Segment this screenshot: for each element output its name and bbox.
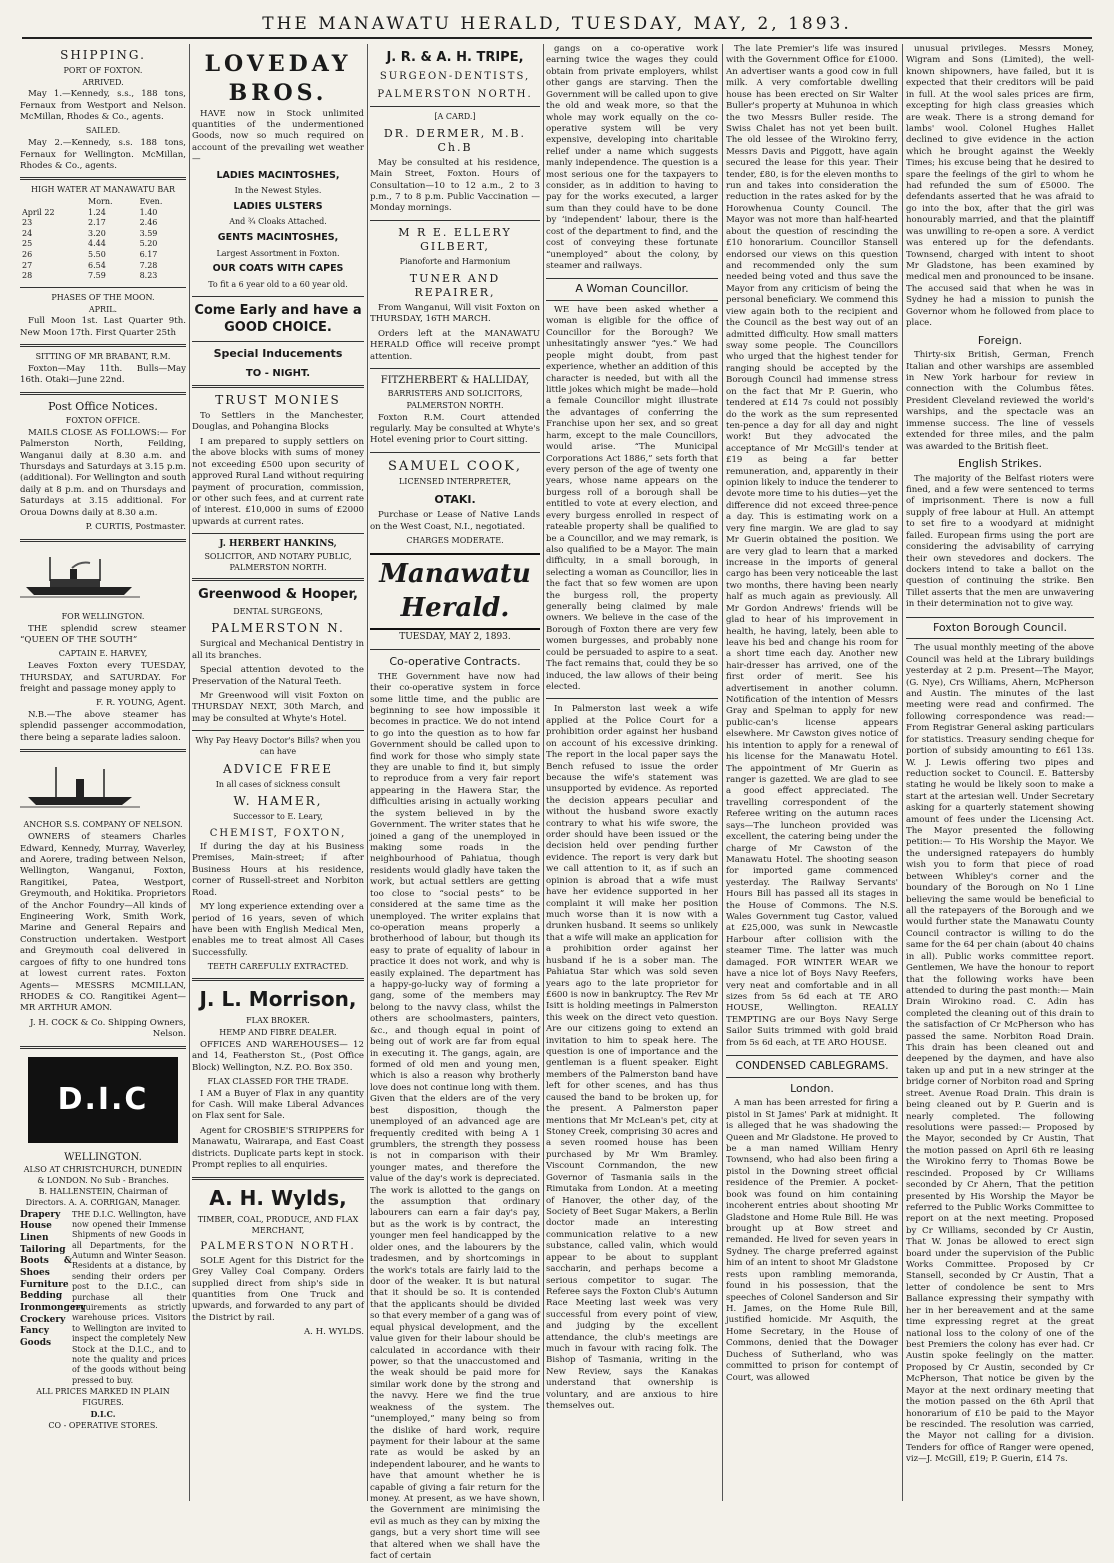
foreign-heading: Foreign. bbox=[977, 333, 1023, 347]
moon-heading: PHASES OF THE MOON. bbox=[51, 292, 155, 302]
flax-broker: FLAX BROKER. bbox=[246, 1016, 310, 1026]
table-cell: Even. bbox=[139, 196, 163, 206]
moon-text: Full Moon 1st. Last Quarter 9th. New Moon 17th. First Quarter 25th bbox=[20, 316, 186, 338]
divider bbox=[192, 533, 364, 534]
column-rule bbox=[722, 44, 723, 1501]
divider bbox=[546, 698, 718, 699]
news-notes: The late Premier's life was insured with the Government Office for £1000. An advertiser wants a good cow in full milk. A very comfortable dwelling house has been erected on Sir Walter Buller's property at Muhunoa in which the two Messrs Buller reside. The Swiss Chalet has not yet been built. The old lessee of the Wirokino ferry, Messrs Davis and Piggott, have again secured the lease for this year. Their tender, £80, is for the eleven months to run and takes into consideration the reduction in the rates asked for by the Horowhenua County Council. The Mayor was not more than half-hearted about the question of rescinding the £10 honorarium. Councillor Stansell endorsed our views on this question and recommended only the sum needed being voted and thus save the Mayor from any criticism of being the personal beneficiary. We commend this view again both to the recipient and the Council as the best way out of an admitted difficulty. How small matters sway some people. The Councillors who urged that the highest tender for ranging should be accepted by the Borough Council had immense stress on the fact that Mr P. Guerin, who tendered at £14 7s could not possibly do the work as the sum represented ten-pence a day for all day and night work! But they advocated the acceptance of Mr McGill's tender at £19 as being a far better remuneration, and, apparently in their opinion likely to induce the tenderer to devote more time to his duties—yet the difference did not exceed three-pence a day. This is estimating work on a very fine margin. We are glad to say Mr Guerin obtained the position. We are very glad to learn that a marked increase in the imports of general cargo has been very noticeable the last two months, there having been nearly half as much again as previously. All Mr Gordon Andrews' friends will be glad to hear of his improvement in health, he having, lately, been able to leave his bed and change his room for a short time each day. Another new hair-dresser has arrived, one of the first order of merit. See his advertisement in another column. Notification of the intention of Messrs Gray and Spelman to apply for new public-can's license appears elsewhere. Mr Cawston gives notice of his intention to apply for a renewal of his license for the Manawatu Hotel. The appointment of Mr Guerin as ranger is gazetted. We are glad to see a good effect appreciated. The travelling correspondent of the Referee writing on the autumn races says—The luncheon provided was excellent, the catering being under the charge of Mr Cawston of the Manawatu Hotel. The shooting season for imported game commenced yesterday. The Railway Servants' Hours Bill has passed all its stages in the House of Commons. The N.S. Wales Government tug Castor, valued at £25,000, was sunk in Newcastle Harbour after collision with the steamer Time. The latter was much damaged. FOR WINTER WEAR we have a nice lot of Boys Navy Reefers, very neat and comfortable and in all sizes from 5s 6d each at TE ARO HOUSE, Wellington. REALLY TEMPTING are our Boys Navy Serge Sailor Suits trimmed with gold braid from 5s 6d each, at TE ARO HOUSE. bbox=[726, 44, 898, 1048]
agent-sign: F. R. YOUNG, Agent. bbox=[95, 698, 186, 709]
london-text: A man has been arrested for firing a pistol in St James' Park at midnight. It is alleged that he was shadowing the Queen and Mr Gladstone. He proved to be a man named William Henry Townsend, who had also been firing a pistol in the Downing street official residence of the Premier. A pocket-book was found on him containing incoherent entries about shooting Mr Gladstone and Home Rule Bill. He was brought up at Bow street and remanded. He lived for seven years in Sydney. The charge preferred against him of an intent to shoot Mr Gladstone rests upon rambling memoranda, found in his possession, that the speeches of Colonel Sanderson and Sir H. James, on the Home Rule Bill, justified homicide. Mr Asquith, the Home Secretary, in the House of Commons, denied that the Dowager Duchess of Sutherland, who was committed to prison for contempt of Court, was allowed bbox=[726, 1098, 898, 1383]
charges-label: CHARGES MODERATE. bbox=[406, 536, 504, 546]
steamship-icon bbox=[20, 555, 140, 599]
steamer-text: THE splendid screw steamer “QUEEN OF THE SOUTH” bbox=[20, 623, 186, 646]
dermer-name: DR. DERMER, M.B. Ch.B bbox=[383, 126, 527, 155]
column-rule bbox=[902, 44, 903, 1501]
table-cell: 2.46 bbox=[139, 218, 158, 228]
newspaper-nameplate: Manawatu Herald. bbox=[370, 553, 540, 630]
coop-text: THE Government have now had their co-operative system in force some little time, and the public are beginning to see how impossible it becomes in practice. We do not intend to go into the question as to how far Government should be called upon to find work for those who simply state they are unable to find it, but simply to reproduce from a very fair report appearing in the Hawera Star, the difficulties arising in actually working the system believed in by the Government. The writer states that he joined a gang of the unemployed in making some roads in the neighbourhood of Pahiatua, though residents would gladly have taken the work, but actual settlers are getting too close to “social pests” to be considered at the same time as the unemployed. The writer explains that co-operation means properly a brotherhood of labour, but though its easy to prate of equality of labour in practice it does not work, and why is easily explained. The department has a happy-go-lucky way of forming a gang, some of the members may belong to the navvy class, whilst the others are schoolmasters, painters, &c., and though equal in point of being out of work are far from equal in executing it. The gangs, again, are formed of old men and young men, which is also a reason why brotherly love does not continue long with them. Given that the elders are of the very best disposition, though the unemployed of an advanced age are frequently credited with being A 1 grumblers, the strength they possess is not in comparison with their younger mates, and therefore the value of the day's work is depreciated. The work is allotted to the gangs on the assumption that ordinary labourers can earn a fair day's pay, but as the work is by contract, the younger men feel handicapped by the older ones, and the labourers by the tradesmen, and by shortcomings in the work's totals are fairly laid to the door of the weaker. It is but natural that it should be so. It is contended that the applicants should be divided so that every member of a gang was of equal physical development, and the value given for their labour should be calculated in accordance with their power, so that the unaccustomed and the weak should be paid more for similar work done by the strong and the navvy. Here we find the true weakness of the system. The “unemployed,” many being so from the dislike of hard work, require payment for their labour at the same rate as would be asked by an independent labourer, and he wants to have that amount whether he is capable of giving a fair return for the money. At present, as we have shown, the Government are minimising the evil as much as they can by mixing the gangs, but a very short time will see that altered when we shall have the fact of certain bbox=[370, 671, 540, 1562]
captain-name: CAPTAIN E. HARVEY, bbox=[58, 649, 148, 659]
table-row bbox=[20, 271, 186, 282]
sitting-heading: SITTING OF MR BRABANT, R.M. bbox=[35, 352, 171, 362]
table-cell bbox=[20, 197, 86, 208]
column-4 bbox=[546, 44, 718, 1503]
shipping-heading: SHIPPING. bbox=[60, 48, 146, 62]
moon-month: APRIL. bbox=[88, 304, 118, 314]
dic-footer-3: CO - OPERATIVE STORES. bbox=[48, 1421, 158, 1431]
tripe-sub: SURGEON-DENTISTS, bbox=[379, 71, 531, 83]
list-item: Ironmongery bbox=[20, 1303, 86, 1313]
post-office-heading: Post Office Notices. bbox=[48, 399, 158, 413]
hamer-sub: Successor to E. Leary, bbox=[233, 812, 323, 822]
trust-monies-heading: TRUST MONIES bbox=[215, 393, 341, 408]
table-row bbox=[20, 218, 186, 229]
tripe-title: J. R. & A. H. TRIPE, bbox=[386, 50, 524, 65]
trust-text: To Settlers in the Manchester, Douglas, and Pohangina Blocks bbox=[192, 411, 364, 433]
trust-text-2: I am prepared to supply settlers on the above blocks with sums of money not exceeding £500 upon security of approved Rural Land without requiring payment of procuration, commission, or other such fees, and at current rate of interest. £10,000 in sums of £2000 upwards at current rates. bbox=[192, 436, 364, 527]
fitz-text: Foxton R.M. Court attended regularly. May be consulted at Whyte's Hotel evening prior to Court sitting. bbox=[370, 412, 540, 446]
for-wellington-heading: FOR WELLINGTON. bbox=[61, 612, 145, 622]
hamer-name: W. HAMER, bbox=[233, 794, 323, 809]
sailed-text: May 2.—Kennedy, s.s. 188 tons, Fernaux for Wellington. McMillan, Rhodes & Co., agents. bbox=[20, 138, 186, 171]
divider bbox=[370, 649, 540, 650]
hamer-text: If during the day at his Business Premises, Main-street; if after Business Hours at his residence, corner of Russell-street and Norbiton Road. bbox=[192, 842, 364, 898]
table-cell: 2.17 bbox=[88, 218, 106, 228]
divider bbox=[192, 1177, 364, 1180]
column-rule bbox=[189, 44, 190, 1501]
divider bbox=[192, 341, 364, 342]
loveday-title: LOVEDAY bbox=[204, 51, 352, 77]
ad-line: In the Newest Styles. bbox=[234, 186, 322, 196]
table-cell: 25 bbox=[22, 239, 33, 249]
dic-names: B. HALLENSTEIN, Chairman of Directors. A. A. CORRIGAN, Manager. bbox=[25, 1187, 181, 1207]
column-3 bbox=[370, 44, 540, 1562]
divider bbox=[370, 106, 540, 107]
special-inducements: Special Inducements bbox=[213, 347, 343, 361]
post-office-sub: FOXTON OFFICE. bbox=[65, 416, 141, 426]
why-pay: Why Pay Heavy Doctor's Bills? when you can have bbox=[195, 736, 361, 756]
come-early-heading: Come Early and have a GOOD CHOICE. bbox=[194, 302, 362, 335]
greenwood-hooper-title: Greenwood & Hooper, bbox=[198, 587, 358, 603]
ad-line: LADIES MACINTOSHES, bbox=[216, 169, 340, 181]
table-cell: Morn. bbox=[88, 196, 113, 206]
cook-text: Purchase or Lease of Native Lands on the West Coast, N.I., negotiated. bbox=[370, 510, 540, 532]
strikes-text: The majority of the Belfast rioters were fined, and a few were sentenced to terms of imprisonment. There is now a full supply of free labour at Hull. An attempt to set fire to a woodyard at midnight failed. European firms using the port are considering the advisability of carrying their own stevedores and dockers. The dockers intend to take a ballot on the question of continuing the strike. Ben Tillet asserts that the men are unwavering in their determination not to give way. bbox=[906, 473, 1094, 610]
otaki-label: OTAKI. bbox=[434, 492, 476, 506]
fitz-city: PALMERSTON NORTH. bbox=[406, 401, 504, 411]
list-item: Fancy Goods bbox=[20, 1326, 52, 1349]
chemist-label: CHEMIST, FOXTON, bbox=[209, 827, 347, 839]
teeth-label: TEETH CAREFULLY EXTRACTED. bbox=[207, 962, 349, 972]
table-cell: 28 bbox=[22, 271, 33, 281]
morrison-text: I AM a Buyer of Flax in any quantity for Cash. Will make Liberal Advances on Flax sent for Sale. bbox=[192, 1088, 364, 1122]
anchor-heading: ANCHOR S.S. COMPANY OF NELSON. bbox=[23, 820, 183, 830]
cook-sub: LICENSED INTERPRETER, bbox=[398, 477, 512, 487]
divider bbox=[20, 392, 186, 395]
table-row bbox=[20, 229, 186, 240]
london-continued: unusual privileges. Messrs Money, Wigram and Sons (Limited), the well-known shipowners, have failed, but it is expected that their creditors will be paid in full. At the wool sales prices are firm, excepting for high class greasies which are weak. There is a strong demand for lambs' wool. Colonel Hughes Hallet declined to give evidence in the action which he brought against the Weekly Times; his excuse being that he desired to spare the feelings of the girl to whom he had refunded the sum of £5000. The defendants asserted that he was afraid to go into the box, after that the girl was honourably married, and that the plaintiff was unwilling to re-open a sore. A verdict was entered up for the defendants. Townsend, charged with intent to shoot Mr Gladstone, has been examined by medical men and pronounced to be insane. The accused said that when he was in Sydney he had a mission to punish the Governor whom he followed from place to place. bbox=[906, 44, 1094, 329]
table-cell: 1.40 bbox=[139, 207, 158, 217]
column-rule bbox=[543, 44, 544, 1501]
ad-line: OUR COATS WITH CAPES bbox=[212, 263, 344, 275]
gilbert-text: From Wanganui, Will visit Foxton on THURSDAY, 16TH MARCH. bbox=[370, 302, 540, 325]
table-cell: 27 bbox=[22, 260, 33, 270]
dermer-text: May be consulted at his residence, Main Street, Foxton. Hours of Consultation—10 to 12 a.m., 2 to 3 p.m., 7 to 8 p.m. Public Vaccination — Monday mornings. bbox=[370, 157, 540, 214]
advice-text: In all cases of sickness consult bbox=[215, 779, 341, 789]
hankins-name: J. HERBERT HANKINS, bbox=[219, 539, 337, 550]
morrison-text-2: Agent for CROSBIE'S STRIPPERS for Manawatu, Wairarapa, and East Coast districts. Duplicate parts kept in stock. Prompt replies to all enquiries. bbox=[192, 1125, 364, 1171]
list-item: Furniture bbox=[20, 1279, 69, 1290]
hemp-dealer: HEMP AND FIBRE DEALER. bbox=[219, 1028, 337, 1038]
port-subheading: PORT OF FOXTON. bbox=[63, 65, 143, 75]
table-cell: 23 bbox=[22, 218, 33, 228]
sitting-text: Foxton—May 11th. Bulls—May 16th. Otaki—June 22nd. bbox=[20, 363, 186, 386]
table-cell: 8.23 bbox=[139, 271, 158, 281]
table-cell: 3.59 bbox=[139, 228, 158, 238]
dic-also: ALSO AT CHRISTCHURCH, DUNEDIN & LONDON. No Sub - Branches. bbox=[23, 1165, 183, 1185]
table-cell: 24 bbox=[22, 228, 33, 238]
masthead-title: THE MANAWATU HERALD, TUESDAY, MAY, 2, 1893. bbox=[262, 14, 852, 34]
coop-heading: Co-operative Contracts. bbox=[389, 655, 521, 669]
flax-classed: FLAX CLASSED FOR THE TRADE. bbox=[207, 1076, 349, 1086]
gilbert-text-2: Orders left at the MANAWATU HERALD Office will receive prompt attention. bbox=[370, 328, 540, 362]
wylds-sign: A. H. WYLDS. bbox=[303, 1327, 364, 1338]
table-row bbox=[20, 261, 186, 272]
wylds-text: SOLE Agent for this District for the Grey Valley Coal Company. Orders supplied direct from ship's side in quantities from One Truck and upwards, and forwarded to any part of the District by rail. bbox=[192, 1255, 364, 1323]
divider bbox=[370, 368, 540, 369]
divider bbox=[192, 978, 364, 981]
post-office-text: MAILS CLOSE AS FOLLOWS:— For Palmerston North, Feilding, Wanganui daily at 8.30 a.m. and Thursdays and Saturdays at 3.15 p.m. (additional). For Wellington and south daily at 8 p.m. and on Thursdays and Saturdays at 3.15 additional. For Oroua Downs daily at 8.30 a.m. bbox=[20, 427, 186, 518]
table-row bbox=[20, 208, 186, 219]
table-cell: 1.24 bbox=[88, 207, 106, 217]
ad-line: GENTS MACINTOSHES, bbox=[217, 232, 339, 244]
ship-icon bbox=[20, 763, 140, 809]
foreign-text: Thirty-six British, German, French Italian and other warships are assembled in New York harbour for review in connection with the Columbus fêtes. President Cleveland reviewed the world's warships, and the spectacle was an immense success. The line of vessels extended for three miles, and the palm was awarded to the British fleet. bbox=[906, 350, 1094, 452]
council-text: The usual monthly meeting of the above Council was held at the Library buildings yesterday at 2 p.m. Present—The Mayor, (G. Nye), Crs Williams, Ahern, McPherson and Austin. The minutes of the last meeting were read and confirmed. The following correspondence was read:— From Registrar General asking particulars for statistics. Treasury sending cheque for portion of subsidy amounting to £61 13s. W. J. Lewis offering two pipes and reduction socket to Council. E. Battersby stating he would be likely soon to make a start at the artesian well. Under Secretary asking for a quarterly statement showing amount of fees under the Licensing Act. The Mayor presented the following petition:— To His Worship the Mayor. We the undersigned ratepayers do humbly wish you to form that piece of road between Whibley's corner and the boundary of the Borough on No 1 Line believing the same would be beneficial to all the ratepayers of the Borough and we would further state the Manawatu County Council contractor is willing to do the same for the 64 per chain (about 40 chains in all). Public works committee report. Gentlemen, We have the honour to report that the following works have been attended to during the past month:— Main Drain Wirokino road. C. Adin has completed the cleaning out of this drain to the satisfaction of Cr McPherson who has passed the same. Norbiton Road Drain. This drain has been cleaned out and deepened by the daymen, and have also taken up and put in a new stringer at the bridge corner of Norbiton road and Spring street. Avenue Road Drain. This drain is being cleaned out by P. Guerin and is nearly completed. The following resolutions were passed:— Proposed by the Mayor, seconded by Cr Austin, That the motion passed on April 6th re leasing the Wirokino ferry to Thomas Bowe be rescinded. Proposed by Cr Williams seconded by Cr Ahern, That the petition presented by His Worship the Mayor be referred to the Public Works Committee to report on at the next meeting. Proposed by Cr Williams, seconded by Cr Austin, That W. Jonas be allowed to erect sign board under the supervision of the Public Works Committee. Proposed by Cr Stansell, seconded by Cr Austin, That a letter of condolence be sent to Mrs Ballance expressing their sympathy with her in her bereavement and at the same time expressing regret at the great national loss to the colony of one of the best Premiers the colony has ever had. Cr Austin spoke feelingly on the matter. Proposed by Cr Austin, seconded by Cr McPherson, That notice be given by the Mayor at the next ordinary meeting that the motion passed on the 6th April that honorarium of £10 be paid to the Mayor be rescinded. The resolution was carried, the Mayor not calling for a division. Tenders for office of Ranger were opened, viz—J. McGill, £19; P. Guerin, £14 7s. bbox=[906, 643, 1094, 1465]
table-cell: 4.44 bbox=[88, 239, 106, 249]
high-water-heading: HIGH WATER AT MANAWATU BAR bbox=[30, 185, 176, 195]
ad-line: To fit a 6 year old to a 60 year old. bbox=[208, 279, 348, 289]
cablegrams-heading: CONDENSED CABLEGRAMS. bbox=[726, 1055, 898, 1078]
column-rule bbox=[367, 44, 368, 1501]
divider bbox=[20, 749, 186, 752]
divider bbox=[192, 578, 364, 581]
divider bbox=[20, 1046, 186, 1049]
table-cell: 6.17 bbox=[139, 250, 158, 260]
list-item: Drapery bbox=[20, 1209, 61, 1220]
gilbert-sub: Pianoforte and Harmonium bbox=[399, 257, 511, 267]
table-cell: 5.50 bbox=[88, 250, 106, 260]
news-notes: In Palmerston last week a wife applied at the Police Court for a prohibition order against her husband on account of his excessive drinking. The report in the local paper says the Bench refused to issue the order because the wife's statement was unsupported by evidence. As reported the decision appears peculiar and without the husband swore exactly contrary to what his wife swore, the order should have been issued or the decision held over pending further evidence. The report is very dark but we call attention to it, as if such an opinion is abroad that a wife must have her evidence supported in her complaint it will make her position much worse than it is now with a drunken husband. It seems so unlikely that a wife will make an application for a prohibition order against her husband if he is a sober man. The Pahiatua Star which was sold seven years ago to the late proprietor for £600 is now in bankruptcy. The Rev Mr Isitt is holding meetings in Palmerston this week on the direct veto question. Are our citizens going to extend an invitation to him to speak here. The question is one of importance and the gentleman is a fluent speaker. Eight members of the Palmerston band have left for other scenes, and has thus caused the band to be broken up, for the present. A Palmerston paper mentions that Mr McLean's pet, city at Stoney Creek, comprising 30 acres and a seven roomed house has been purchased by Mr Wm Bramley. Viscount Cornmandon, the new Governor of Tasmania sails in the Rimutaka from London. At a meeting of Hanover, the other day, of the Society of Beet Sugar Makers, a Berlin doctor made an interesting communication relative to a new substance, called valin, which would appear to be about to supplant saccharin, and perhaps become a serious competitor to sugar. The Referee says the Foxton Club's Autumn Race Meeting last week was very successful from every point of view, and judging by the excellent attendance, the club's meetings are much in favour with racing folk. The Bishop of Tasmania, writing in the New Review, says the Kanakas understand that ownership is voluntary, and are anxious to hire themselves out. bbox=[546, 704, 718, 1412]
dic-city: WELLINGTON. bbox=[64, 1151, 142, 1163]
gh-city: PALMERSTON N. bbox=[211, 621, 345, 636]
column-6 bbox=[906, 44, 1094, 1503]
advice-free: ADVICE FREE bbox=[222, 761, 334, 776]
list-item: House Linen bbox=[20, 1221, 52, 1243]
fitzherbert-title: FITZHERBERT & HALLIDAY, bbox=[380, 375, 530, 387]
gh-text-2: Special attention devoted to the Preservation of the Natural Teeth. bbox=[192, 665, 364, 687]
council-heading: Foxton Borough Council. bbox=[906, 617, 1094, 640]
list-item: Crockery bbox=[20, 1314, 66, 1325]
table-cell: 26 bbox=[22, 250, 33, 260]
woman-text: WE have been asked whether a woman is eligible for the office of Councillor for the Borough? We unhesitatingly answer “yes.” We had people might doubt, from past experience, whether an addition of this character is needed, but with all the little jokes which might be made—hold a female Councillor might illustrate the advantages of conferring the Franchise upon her sex, and so great harm, except to the male Councillors, would arise. “The Municipal Corporations Act 1886,” sets forth that every person of the age of twenty one years, whose name appears on the burgess roll of a borough shall be entitled to vote at every election, and every burgess enrolled in respect of rateable property shall be qualified to be a Councillor, and we may remark, is also qualified to be a Mayor. The main difficulty, in a small borough, in selecting a woman as Councillor, lies in the fact that so few women are upon the burgess roll, the property generally being claimed by male owners. We believe in the case of the Borough of Foxton there are very few women burgesses, and probably none could be persuaded to aspire to a seat. The fact remains that, could they be so induced, the law allows of their being elected. bbox=[546, 305, 718, 692]
anchor-sign: J. H. COCK & Co. Shipping Owners, Nelson. bbox=[30, 1017, 186, 1040]
divider bbox=[192, 730, 364, 731]
bros-title: BROS. bbox=[228, 80, 328, 107]
tuner-label: TUNER AND REPAIRER, bbox=[409, 271, 501, 300]
table-row bbox=[20, 250, 186, 261]
issue-date: TUESDAY, MAY 2, 1893. bbox=[399, 632, 511, 643]
postmaster-sign: P. CURTIS, Postmaster. bbox=[85, 522, 186, 533]
strikes-heading: English Strikes. bbox=[957, 456, 1043, 470]
ad-line: LADIES ULSTERS bbox=[233, 200, 323, 212]
divider bbox=[370, 452, 540, 453]
list-item: Bedding bbox=[20, 1291, 63, 1302]
table-row bbox=[20, 197, 186, 208]
loveday-text: HAVE now in Stock unlimited quantities of the undermentioned Goods, now so much required on account of the prevailing wet weather— bbox=[192, 108, 364, 165]
table-row bbox=[20, 239, 186, 250]
ad-line: And ¾ Cloaks Attached. bbox=[229, 217, 327, 227]
anchor-text: OWNERS of steamers Charles Edward, Kennedy, Murray, Waverley, and Aorere, trading between Nelson, Wellington, Wanganui, Foxton, Rangitikei, Patea, Westport, Greymouth, and Hokitika. Proprietors of the Anchor Foundry—All kinds of Engineering Work, Smith Work, Marine and General Repairs and Construction undertaken. Westport and Greymouth coal delivered in cargoes of fifty to one hundred tons at lowest current rates. Foxton Agents— MESSRS MCMILLAN, RHODES & CO. Rangitikei Agent— MR ARTHUR AMON. bbox=[20, 832, 186, 1014]
table-cell: 7.59 bbox=[88, 271, 106, 281]
masthead-rule bbox=[22, 37, 1092, 39]
table-cell: 7.28 bbox=[139, 260, 158, 270]
gh-text-3: Mr Greenwood will visit Foxton on THURSDAY NEXT, 30th March, and may be consulted at Whyte's Hotel. bbox=[192, 691, 364, 724]
dic-text: THE D.I.C. Wellington, have now opened their Immense Shipments of new Goods in all Departments, for the Autumn and Winter Season. Residents at a distance, by sending their orders per post to the D.I.C., can purchase all their requirements as strictly warehouse prices. Visitors to Wellington are invited to inspect the completely New Stock at the D.I.C., and to note the quality and prices of the goods without being pressed to buy. bbox=[72, 1209, 186, 1385]
tonight-label: TO - NIGHT. bbox=[245, 367, 311, 379]
hankins-sub: SOLICITOR, AND NOTARY PUBLIC, PALMERSTON NORTH. bbox=[204, 552, 352, 572]
ad-line: Largest Assortment in Foxton. bbox=[216, 248, 340, 258]
dic-footer-2: D.I.C. bbox=[90, 1409, 116, 1420]
table-cell: 5.20 bbox=[139, 239, 158, 249]
sailed-label: SAILED. bbox=[85, 126, 121, 136]
morrison-title: J. L. Morrison, bbox=[199, 986, 357, 1011]
divider bbox=[20, 287, 186, 288]
list-item: Boots & Shoes bbox=[20, 1256, 72, 1278]
divider bbox=[20, 344, 186, 347]
tripe-city: PALMERSTON NORTH. bbox=[377, 88, 533, 100]
high-water-table bbox=[20, 197, 186, 282]
gh-text: Surgical and Mechanical Dentistry in all its branches. bbox=[192, 639, 364, 661]
morrison-address: OFFICES AND WAREHOUSES— 12 and 14, Featherston St., (Post Office Block) Wellington, N.Z. P.O. Box 350. bbox=[192, 1039, 364, 1073]
wylds-sub: TIMBER, COAL, PRODUCE, AND FLAX MERCHANT, bbox=[197, 1215, 359, 1235]
divider bbox=[370, 220, 540, 221]
dic-departments bbox=[20, 1210, 186, 1387]
list-item: Tailoring bbox=[20, 1244, 66, 1255]
divider bbox=[192, 296, 364, 297]
gh-sub: DENTAL SURGEONS, bbox=[233, 606, 323, 616]
table-cell: 3.20 bbox=[88, 228, 106, 238]
hamer-text-2: MY long experience extending over a period of 16 years, seven of which have been with English Medical Men, enables me to treat almost All Cases Successfully. bbox=[192, 902, 364, 958]
cook-name: SAMUEL COOK, bbox=[388, 458, 522, 474]
dic-logo: D.I.C bbox=[28, 1057, 178, 1143]
coop-continued: gangs on a co-operative work earning twice the wages they could obtain from private employers, whilst other gangs are starving. Then the Government will be called upon to give the old and weak more, so that the whole may work equally on the co-operative system will be very expensive, developing into charitable relief under a name which suggests manly independence. The question is a most serious one for the taxpayers to consider, as in addition to having to pay for the works executed, a larger sum than they could have to be done by ‘independent’ labour, there is the cost of the department to find, and the cost of conveying these fortunate “unemployed” about the colony, by steamer and railways. bbox=[546, 44, 718, 272]
divider bbox=[20, 539, 186, 542]
column-1 bbox=[20, 44, 186, 1503]
arrived-label: ARRIVED. bbox=[82, 77, 124, 87]
column-5 bbox=[726, 44, 898, 1503]
london-heading: London. bbox=[790, 1081, 834, 1095]
card-label: [A CARD.] bbox=[434, 111, 476, 121]
dic-footer: ALL PRICES MARKED IN PLAIN FIGURES. bbox=[36, 1387, 170, 1407]
table-cell: 6.54 bbox=[88, 260, 106, 270]
divider bbox=[20, 177, 186, 180]
gilbert-name: M R E. ELLERY GILBERT, bbox=[398, 225, 512, 254]
wylds-city: PALMERSTON NORTH. bbox=[200, 1241, 356, 1253]
woman-councillor-heading: A Woman Councillor. bbox=[546, 278, 718, 301]
table-cell: April 22 bbox=[22, 207, 55, 217]
wylds-title: A. H. Wylds, bbox=[209, 1185, 347, 1210]
nb-text: N.B.—The above steamer has splendid passenger accommodation, there being a separate ladies saloon. bbox=[20, 709, 186, 743]
column-2 bbox=[192, 44, 364, 1503]
divider bbox=[192, 385, 364, 388]
leaves-text: Leaves Foxton every TUESDAY, THURSDAY, and SATURDAY. For freight and passage money apply to bbox=[20, 661, 186, 694]
fitz-sub: BARRISTERS AND SOLICITORS, bbox=[387, 389, 523, 399]
arrived-text: May 1.—Kennedy, s.s., 188 tons, Fernaux from Westport and Nelson. McMillan, Rhodes & Co., agents. bbox=[20, 89, 186, 123]
